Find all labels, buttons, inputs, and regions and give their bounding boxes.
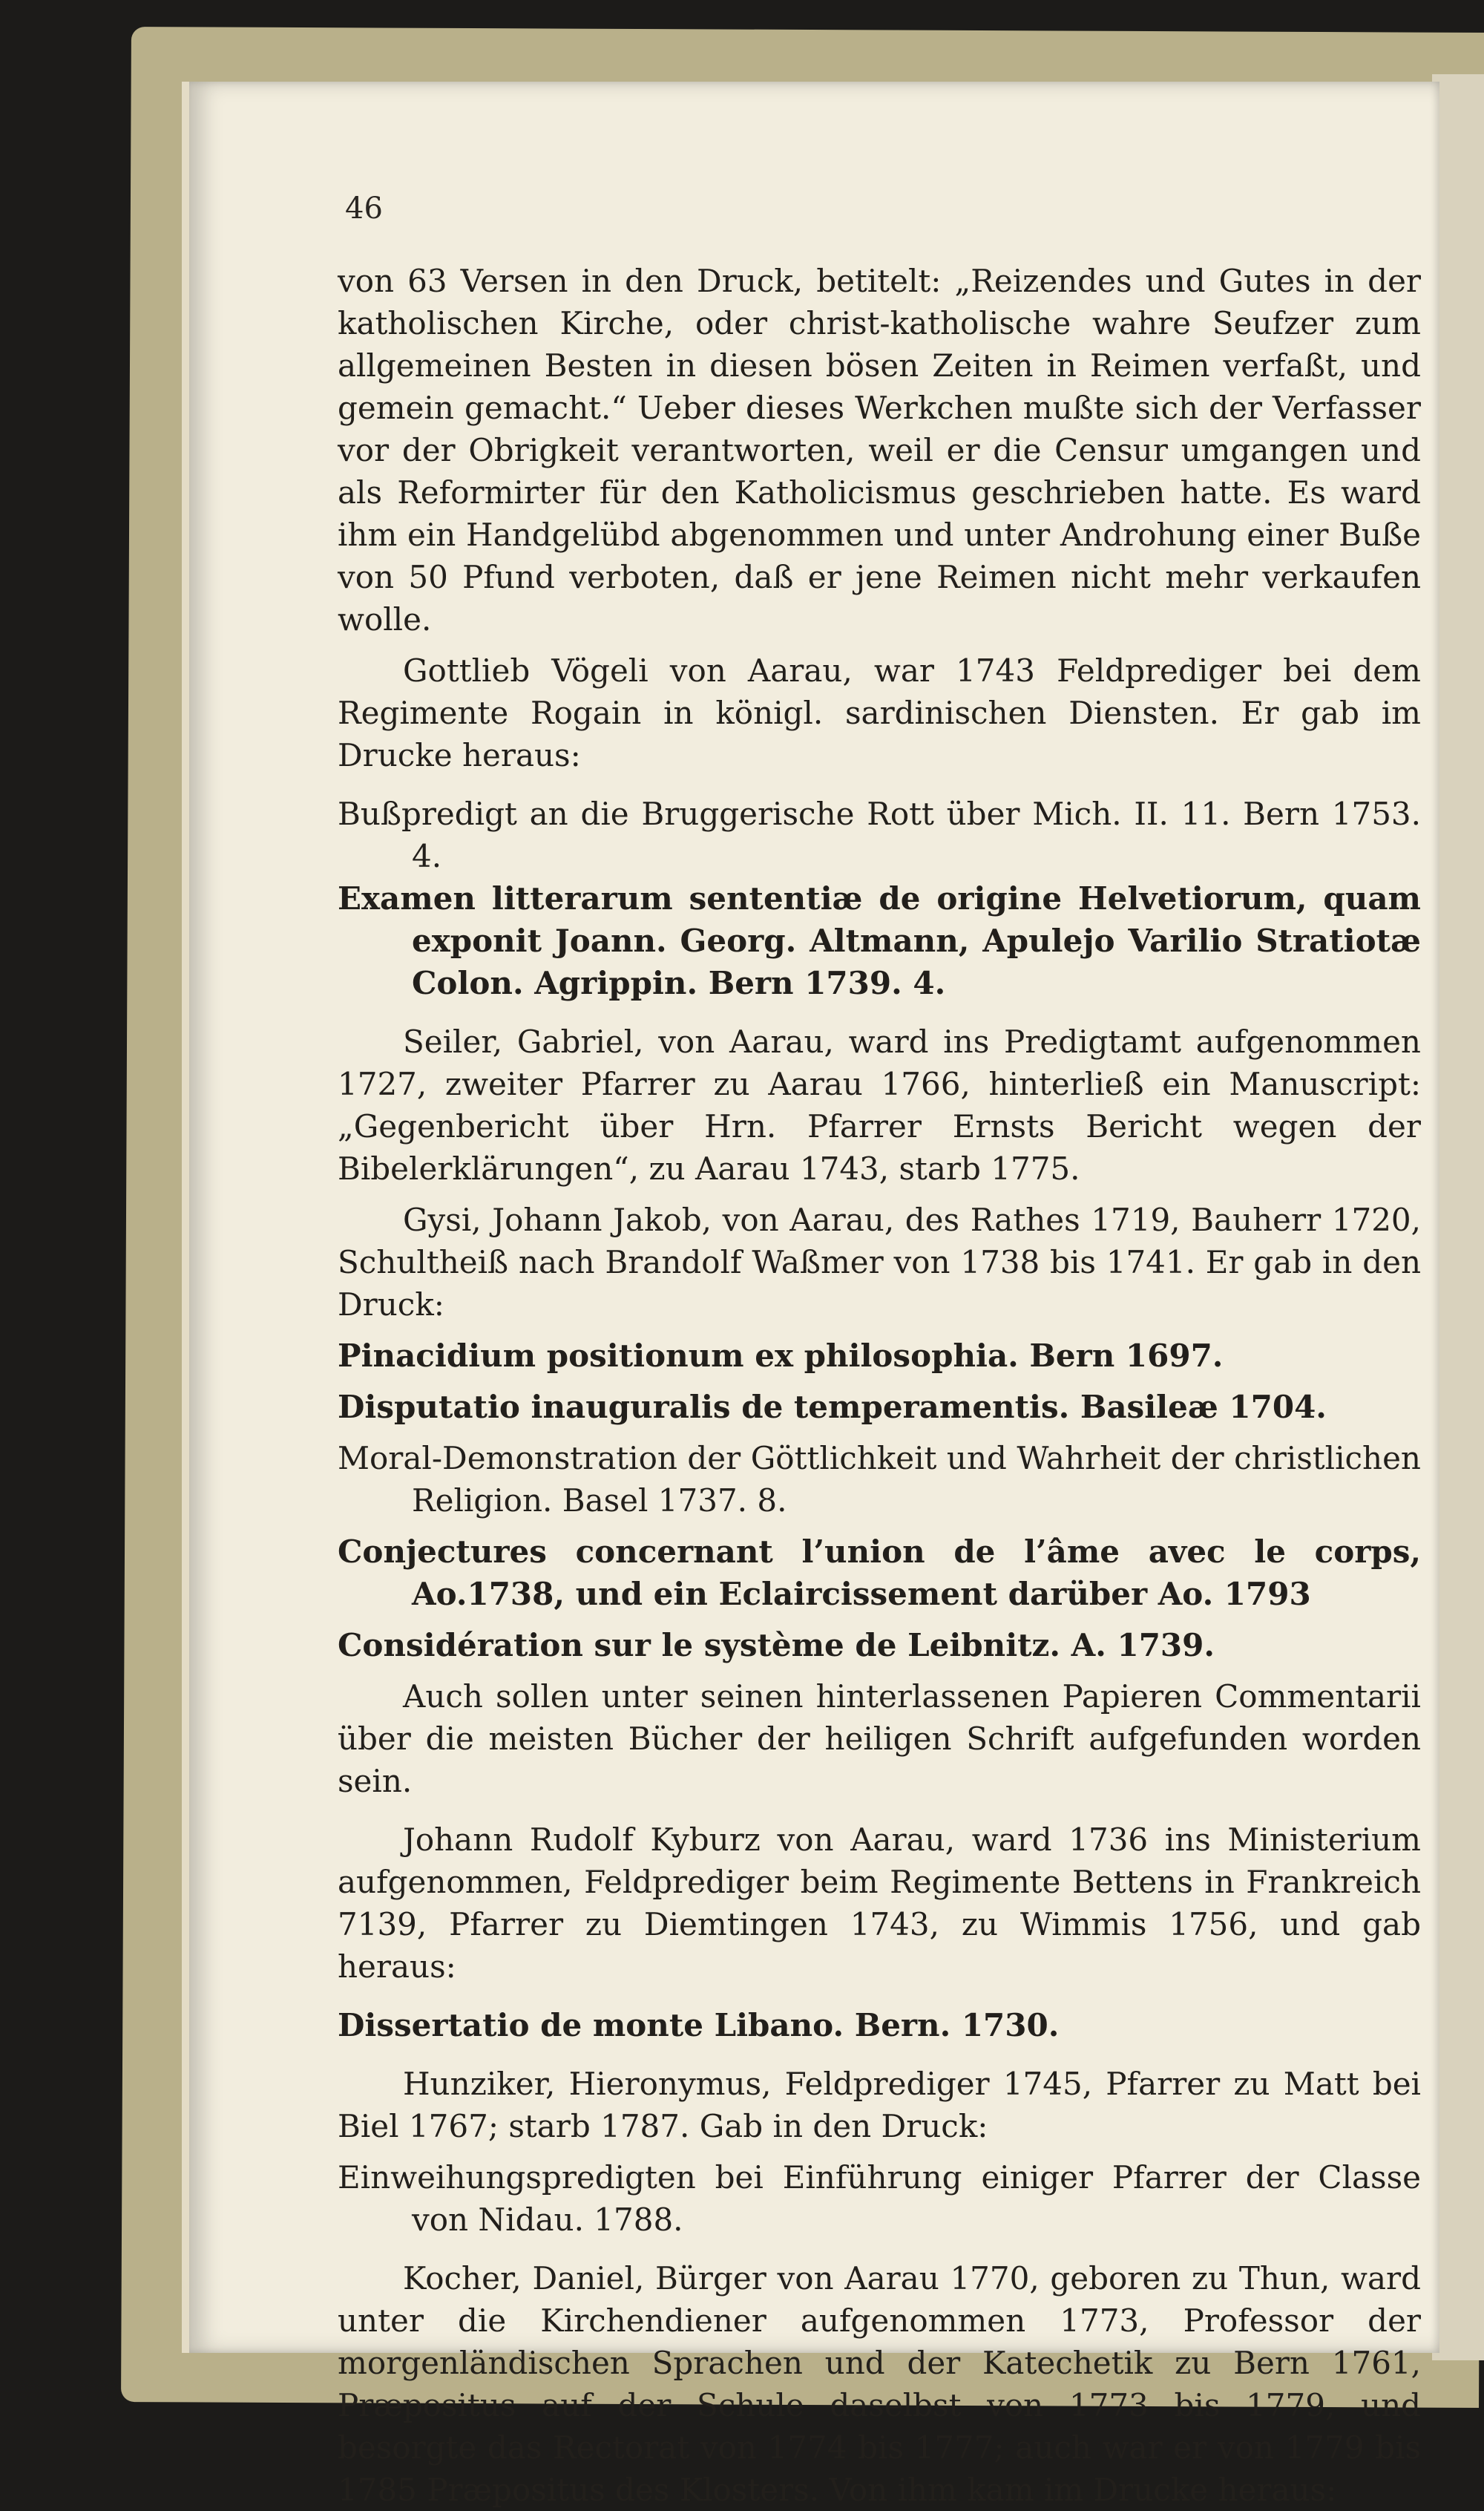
paragraph-seiler: Seiler, Gabriel, von Aarau, ward ins Predigtamt aufgenommen 1727, zweiter Pfarrer zu Aarau 1766, hinterließ ein Manuscript: „Gegenbericht über Hrn. Pfarrer Ernsts Bericht wegen der Bibelerklärungen“, zu Aarau 1743, starb 1775. bbox=[338, 1024, 1421, 1187]
entry-moral-demonstration: Moral-Demonstration der Göttlichkeit und Wahrheit der christlichen Religion. Basel 1737. 8. bbox=[338, 1440, 1421, 1519]
entry-conjectures: Conjectures concernant l’union de l’âme avec le corps, Ao.1738, und ein Eclaircissement darüber Ao. 1793 bbox=[338, 1533, 1421, 1612]
page-number: 46 bbox=[345, 191, 383, 226]
entry-disputatio-inauguralis: Disputatio inauguralis de temperamentis. Basileæ 1704. bbox=[338, 1389, 1327, 1425]
entry-pinacidium: Pinacidium positionum ex philosophia. Bern 1697. bbox=[338, 1338, 1224, 1374]
paragraph-p1: von 63 Versen in den Druck, betitelt: „Reizendes und Gutes in der katholischen Kirche, oder christ-katholische wahre Seufzer zum allgemeinen Besten in diesen bösen Zeiten in Reimen verfaßt, und gemein gemacht.“ Ueber dieses Werkchen mußte sich der Verfasser vor der Obrigkeit verantworten, weil er die Censur umgangen und als Reformirter für den Katholicismus geschrieben hatte. Es ward ihm ein Handgelübd abgenommen und unter Androhung einer Buße von 50 Pfund verboten, daß er jene Reimen nicht mehr verkaufen wolle. bbox=[338, 263, 1421, 638]
page-text bbox=[338, 260, 1421, 2511]
entry-busspredigt: Bußpredigt an die Bruggerische Rott über Mich. II. 11. Bern 1753. 4. bbox=[338, 796, 1421, 874]
entry-consideration: Considération sur le système de Leibnitz. A. 1739. bbox=[338, 1627, 1215, 1663]
entry-einweihungspredigten: Einweihungspredigten bei Einführung einiger Pfarrer der Classe von Nidau. 1788. bbox=[338, 2159, 1421, 2238]
paragraph-gysi: Gysi, Johann Jakob, von Aarau, des Rathes 1719, Bauherr 1720, Schultheiß nach Brandolf Waßmer von 1738 bis 1741. Er gab in den Druck: bbox=[338, 1202, 1421, 1323]
entry-examen-litterarum: Examen litterarum sententiæ de origine Helvetiorum, quam exponit Joann. Georg. Altmann, Apulejo Varilio Stratiotæ Colon. Agrippin. Bern 1739. 4. bbox=[338, 880, 1421, 1001]
paragraph-commentarii: Auch sollen unter seinen hinterlassenen Papieren Commentarii über die meisten Bücher der heiligen Schrift aufgefunden worden sein. bbox=[338, 1678, 1421, 1799]
paragraph-kocher: Kocher, Daniel, Bürger von Aarau 1770, geboren zu Thun, ward unter die Kirchendiener aufgenommen 1773, Professor der morgenländischen Sprachen und der Katechetik zu Bern 1761, Præpositus auf der Schule daselbst von 1773 bis 1779, und besorgte das Rectorat von 1774 bis 1777; auch war er von 1779 bis 1785 Præpositus des Klosters. Von ihm kam im Drucke heraus: bbox=[338, 2260, 1421, 2508]
paragraph-hunziker: Hunziker, Hieronymus, Feldprediger 1745, Pfarrer zu Matt bei Biel 1767; starb 1787. Gab in den Druck: bbox=[338, 2066, 1421, 2144]
page-fore-edge bbox=[1432, 74, 1484, 2360]
paragraph-voegeli: Gottlieb Vögeli von Aarau, war 1743 Feldprediger bei dem Regimente Rogain in königl. sardinischen Diensten. Er gab im Drucke heraus: bbox=[338, 652, 1421, 773]
entry-dissertatio-libano: Dissertatio de monte Libano. Bern. 1730. bbox=[338, 2007, 1060, 2043]
paragraph-kyburz: Johann Rudolf Kyburz von Aarau, ward 1736 ins Ministerium aufgenommen, Feldprediger beim Regimente Bettens in Frankreich 7139, Pfarrer zu Diemtingen 1743, zu Wimmis 1756, und gab heraus: bbox=[338, 1821, 1421, 1985]
